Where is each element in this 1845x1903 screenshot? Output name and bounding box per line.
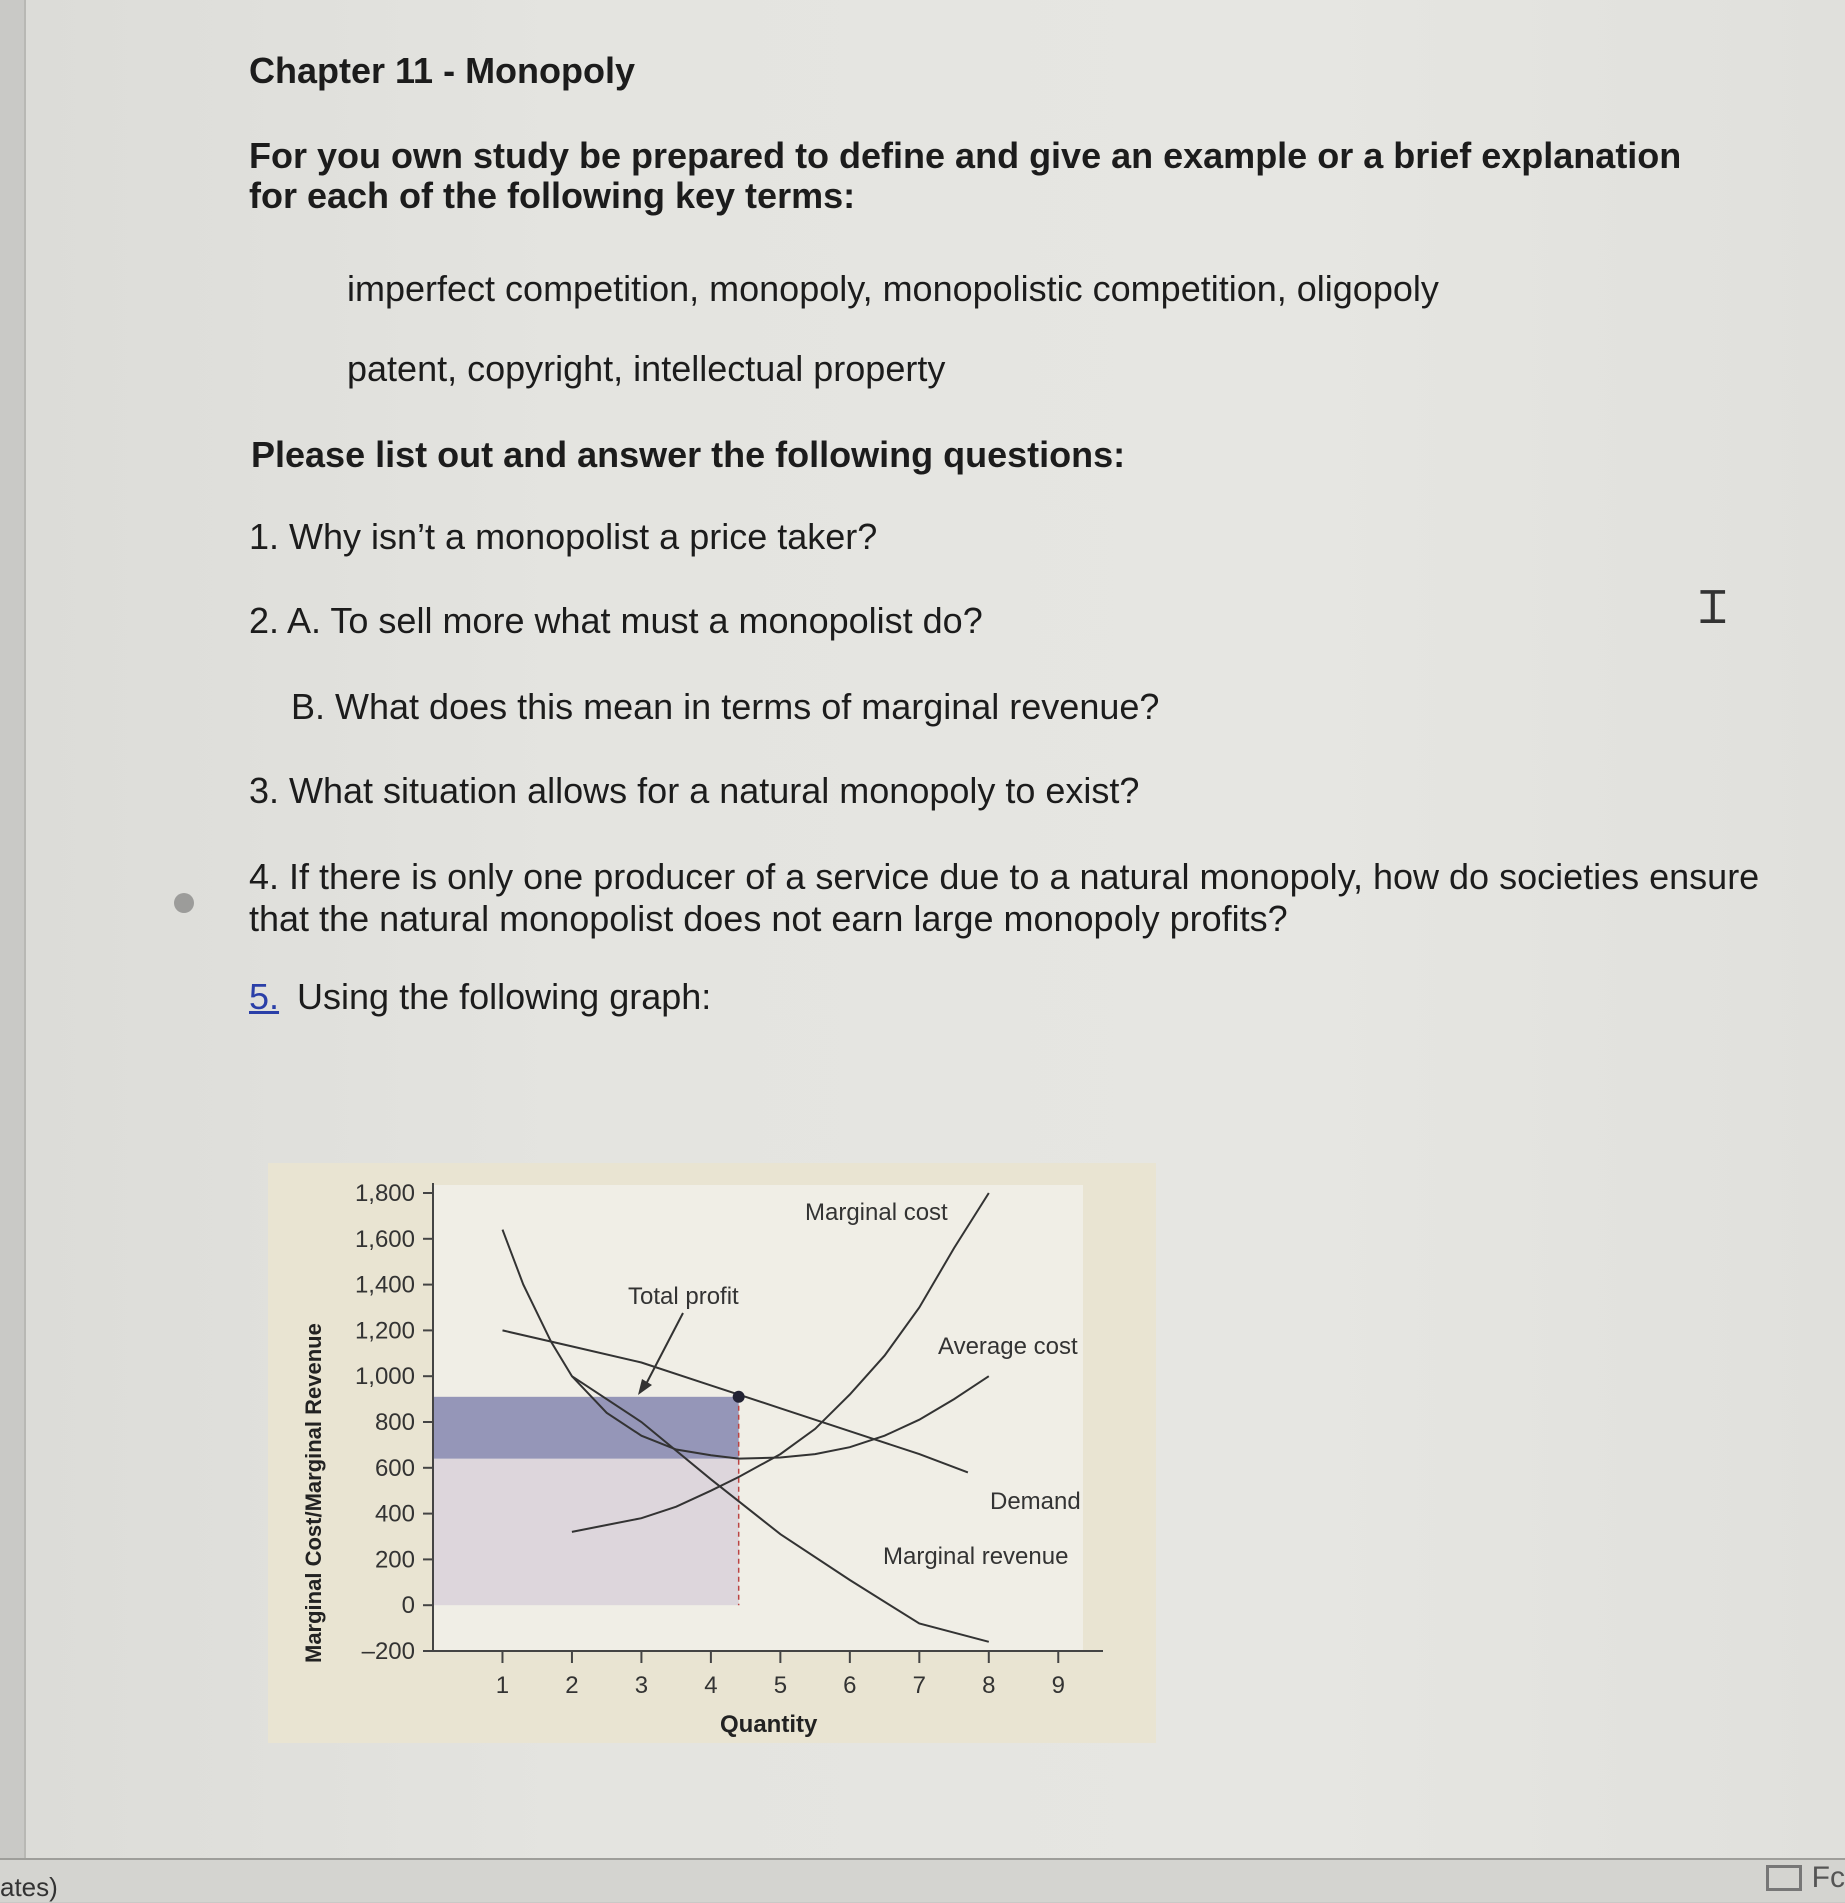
x-tick-label: 2 (565, 1672, 579, 1699)
cost-region (433, 1459, 739, 1606)
y-tick-label: 1,400 (354, 1271, 415, 1299)
left-edge-fragment: ates) (0, 1872, 58, 1902)
text-cursor-icon: Ɪ (1700, 580, 1726, 634)
document-body (249, 50, 1760, 1018)
viewer-bottom-bar (0, 1858, 1845, 1902)
y-tick-label: 200 (374, 1546, 415, 1574)
x-tick-label: 3 (634, 1672, 649, 1699)
y-tick-label: 1,200 (354, 1317, 415, 1345)
intro-paragraph: For you own study be prepared to define and give an example or a brief explanation for each of the following key terms: (249, 135, 1682, 216)
x-tick-label: 4 (704, 1672, 718, 1699)
monopoly-chart (268, 1163, 1156, 1743)
key-terms-line-1: imperfect competition, monopoly, monopolistic competition, oligopoly (347, 268, 1439, 309)
key-terms-line-2: patent, copyright, intellectual property (347, 348, 946, 389)
profit-region (433, 1397, 739, 1459)
fullscreen-label: Fc (1811, 1861, 1845, 1894)
marginal-revenue-label: Marginal revenue (883, 1543, 1069, 1570)
demand-label: Demand (990, 1488, 1081, 1515)
x-tick-label: 8 (982, 1672, 996, 1699)
x-tick-label: 7 (912, 1672, 926, 1699)
profit-point-marker (733, 1391, 745, 1403)
y-tick-label: 400 (374, 1500, 415, 1528)
question-2a: 2. A. To sell more what must a monopolist do? (249, 600, 983, 641)
y-tick-label: 1,600 (354, 1225, 415, 1253)
y-tick-label: 1,800 (354, 1180, 415, 1207)
average-cost-label: Average cost (938, 1333, 1078, 1360)
y-axis-label: Marginal Cost/Marginal Revenue (301, 1323, 326, 1663)
x-tick-label: 5 (773, 1672, 788, 1699)
fullscreen-button[interactable] (1766, 1858, 1845, 1898)
chart-canvas (268, 1163, 1156, 1743)
questions-heading: Please list out and answer the following questions: (251, 434, 1126, 475)
x-axis-label: Quantity (720, 1711, 818, 1738)
total-profit-label: Total profit (628, 1283, 739, 1310)
y-tick-label: 1,000 (354, 1363, 415, 1391)
comment-bullet-icon[interactable] (174, 893, 194, 913)
y-tick-label: –200 (361, 1638, 415, 1665)
question-4: 4. If there is only one producer of a service due to a natural monopoly, how do societies ensure that the natural monopolist does not earn large monopoly profits? (249, 856, 1760, 939)
marginal-cost-label: Marginal cost (805, 1199, 948, 1226)
x-tick-label: 6 (843, 1672, 857, 1699)
question-5 (249, 976, 1749, 1018)
question-2b: B. What does this mean in terms of marginal revenue? (291, 686, 1160, 727)
x-tick-label: 9 (1051, 1672, 1065, 1699)
y-tick-label: 800 (374, 1409, 415, 1436)
question-5-number[interactable]: 5. (249, 976, 280, 1017)
page-title: Chapter 11 - Monopoly (249, 50, 636, 91)
question-3: 3. What situation allows for a natural monopoly to exist? (249, 770, 1140, 811)
question-1: 1. Why isn’t a monopolist a price taker? (249, 516, 878, 557)
question-5-text: Using the following graph: (297, 976, 712, 1017)
y-tick-label: 0 (401, 1592, 415, 1620)
fullscreen-icon (1766, 1865, 1802, 1891)
y-tick-label: 600 (374, 1454, 415, 1482)
x-tick-label: 1 (495, 1672, 510, 1699)
